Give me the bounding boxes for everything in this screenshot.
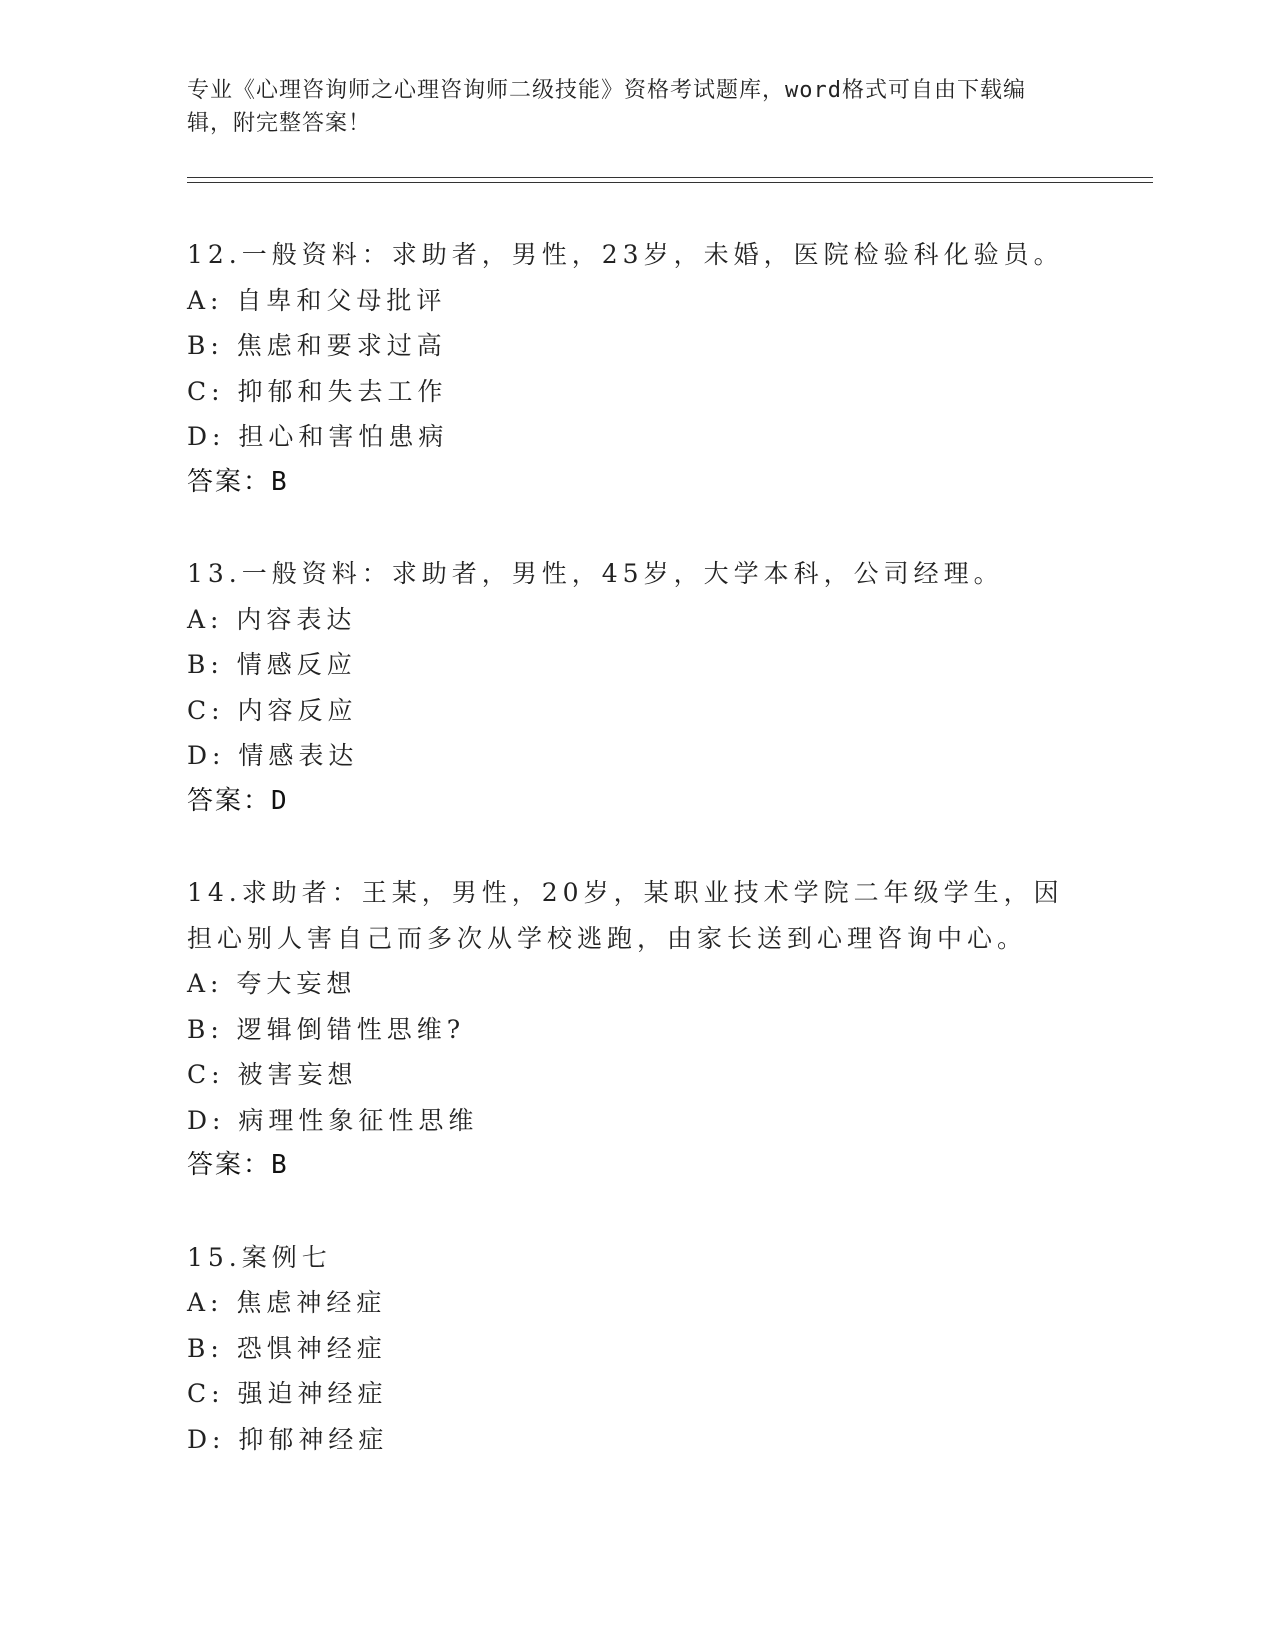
option-b: B: 焦虑和要求过高 xyxy=(187,331,447,360)
option-b: B: 恐惧神经症 xyxy=(187,1333,387,1363)
question-stem: 15.案例七 xyxy=(187,1242,332,1272)
option-d: D: 情感表达 xyxy=(187,741,359,770)
option-d: D: 病理性象征性思维 xyxy=(187,1105,479,1135)
question-item xyxy=(187,1235,1153,1463)
answer-line: 答案：B xyxy=(187,1150,289,1180)
option-a: A: 自卑和父母批评 xyxy=(187,285,447,315)
option-a: A: 内容表达 xyxy=(187,604,357,634)
header-divider-top xyxy=(187,177,1153,178)
option-d: D: 抑郁神经症 xyxy=(187,1424,389,1454)
option-a: A: 夸大妄想 xyxy=(187,969,357,998)
question-list xyxy=(187,232,1153,1508)
answer-line: 答案：D xyxy=(187,785,289,816)
question-item xyxy=(187,551,1153,824)
question-item xyxy=(187,870,1153,1189)
option-d: D: 担心和害怕患病 xyxy=(187,422,449,451)
answer-line: 答案：B xyxy=(187,466,289,497)
option-c: C: 内容反应 xyxy=(187,695,358,725)
option-c: C: 抑郁和失去工作 xyxy=(187,376,448,406)
question-stem: 13.一般资料：求助者，男性，45岁，大学本科，公司经理。 xyxy=(187,559,1004,588)
option-b: B: 情感反应 xyxy=(187,650,357,679)
document-header: 专业《心理咨询师之心理咨询师二级技能》资格考试题库，word格式可自由下载编辑，附完整答案！ xyxy=(187,78,1026,136)
question-stem: 12.一般资料：求助者，男性，23岁，未婚，医院检验科化验员。 xyxy=(187,240,1064,269)
option-b: B: 逻辑倒错性思维? xyxy=(187,1014,466,1044)
header-divider-bottom xyxy=(187,182,1153,183)
question-item xyxy=(187,232,1153,505)
option-c: C: 被害妄想 xyxy=(187,1060,358,1089)
option-c: C: 强迫神经症 xyxy=(187,1379,388,1408)
question-stem: 14.求助者：王某，男性，20岁，某职业技术学院二年级学生，因担心别人害自己而多次从学校逃跑，由家长送到心理咨询中心。 xyxy=(187,878,1064,953)
option-a: A: 焦虑神经症 xyxy=(187,1288,387,1317)
